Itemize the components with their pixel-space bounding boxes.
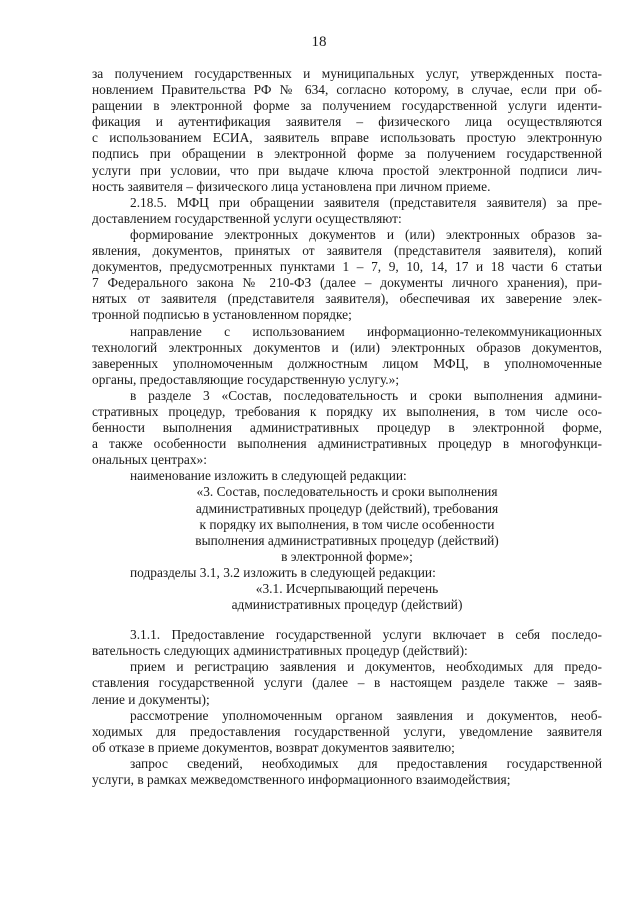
text-line: ходимых для предоставления государственной услуги, уведомление заявителя	[92, 723, 602, 739]
text-line: новлением Правительства РФ № 634, согласно которому, в случае, если при об-	[92, 82, 602, 98]
quoted-heading-line: к порядку их выполнения, в том числе особенности	[199, 516, 495, 532]
text-line: тронной подписью в установленном порядке;	[92, 307, 352, 323]
text-line: услуги при условии, что при выдаче ключа простой электронной подписи лич-	[92, 162, 602, 178]
page-number: 18	[311, 34, 327, 50]
quoted-heading-line: выполнения административных процедур (действий)	[195, 532, 499, 548]
text-line: заверенных уполномоченным должностным лицом МФЦ, в уполномоченные	[92, 355, 602, 371]
paragraph-line: формирование электронных документов и (или) электронных образов за-	[130, 226, 602, 242]
text-line: бенности выполнения административных процедур в электронной форме,	[92, 420, 602, 436]
text-line: доставлением государственной услуги осуществляют:	[92, 210, 402, 226]
section-heading-line: «3.1. Исчерпывающий перечень	[255, 581, 439, 596]
paragraph-line: 3.1.1. Предоставление государственной услуги включает в себя последо-	[130, 627, 602, 643]
text-line: с использованием ЕСИА, заявитель вправе использовать простую электронную	[92, 130, 602, 146]
text-line: за получением государственных и муниципальных услуг, утвержденных поста-	[92, 66, 602, 81]
text-line: документов, предусмотренных пунктами 1 – 7, 9, 10, 14, 17 и 18 части 6 статьи	[92, 259, 602, 275]
text-line: фикация и аутентификация заявителя – физического лица осуществляются	[92, 114, 602, 130]
text-line: технологий электронных документов и (или) электронных образов документов,	[92, 339, 602, 355]
text-line: ональных центрах»:	[92, 452, 207, 468]
text-line: об отказе в приеме документов, возврат документов заявителю;	[92, 739, 455, 755]
text-line: явления, документов, принятых от заявителя (представителя заявителя), копий	[92, 243, 602, 259]
paragraph-line: прием и регистрацию заявления и документов, необходимых для предо-	[130, 659, 602, 675]
text-line: ращении в электронной форме за получением государственной услуги иденти-	[92, 98, 602, 114]
text-line: стративных процедур, требования к порядку их выполнения, в том числе осо-	[92, 403, 602, 419]
text-line: а также особенности выполнения административных процедур в многофункци-	[92, 436, 602, 452]
text-line: услуги, в рамках межведомственного информационного взаимодействия;	[92, 772, 511, 788]
paragraph-line: рассмотрение уполномоченным органом заявления и документов, необ-	[130, 707, 602, 723]
text-line: 7 Федерального закона № 210-ФЗ (далее – документы личного хранения), при-	[92, 275, 602, 291]
paragraph-line: запрос сведений, необходимых для предоставления государственной	[130, 755, 602, 771]
section-heading-line: административных процедур (действий)	[231, 597, 463, 613]
paragraph-line: подразделы 3.1, 3.2 изложить в следующей редакции:	[130, 564, 436, 580]
text-line: ставления государственной услуги (далее – в настоящем разделе также – заяв-	[92, 675, 602, 691]
document-body	[92, 66, 602, 788]
paragraph-line: 2.18.5. МФЦ при обращении заявителя (представителя заявителя) за пре-	[130, 194, 602, 210]
paragraph-line: наименование изложить в следующей редакции:	[130, 468, 407, 484]
text-line: ление и документы);	[92, 691, 210, 707]
quoted-heading-line: в электронной форме»;	[281, 548, 413, 564]
quoted-heading-line: «3. Состав, последовательность и сроки выполнения	[196, 484, 498, 500]
quoted-heading-line: административных процедур (действий), требования	[195, 500, 499, 516]
paragraph-line: направление с использованием информационно-телекоммуникационных	[130, 323, 602, 339]
text-line: органы, предоставляющие государственную услугу.»;	[92, 371, 400, 387]
paragraph-line: в разделе 3 «Состав, последовательность и сроки выполнения админи-	[130, 387, 602, 403]
section-gap	[92, 613, 602, 627]
text-line: нятых от заявителя (представителя заявителя), обеспечивая их заверение элек-	[92, 291, 602, 307]
text-line: вательность следующих административных процедур (действий):	[92, 643, 468, 659]
text-line: ность заявителя – физического лица установлена при личном приеме.	[92, 178, 491, 194]
text-line: подпись при обращении в электронной форме за получением государственной	[92, 146, 602, 162]
